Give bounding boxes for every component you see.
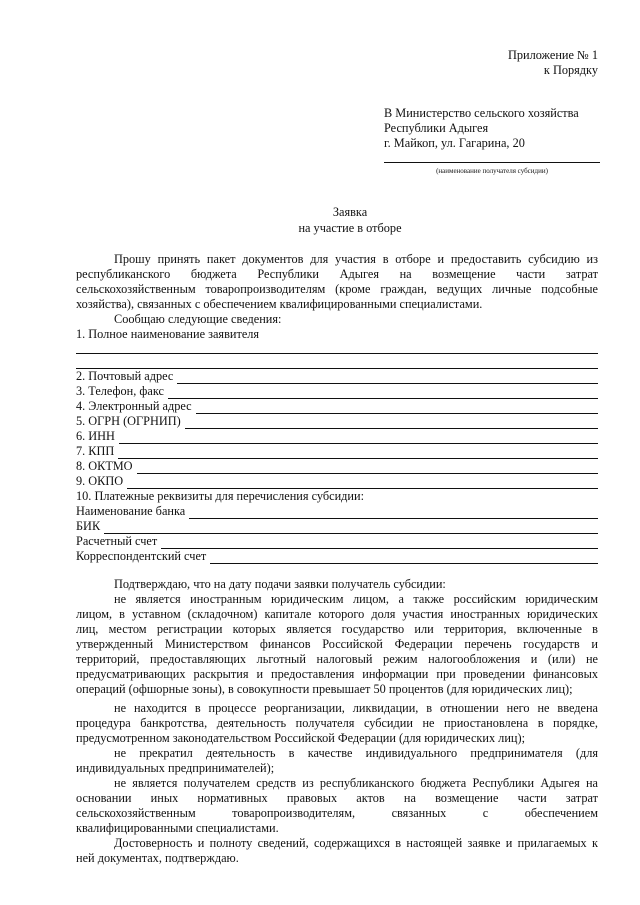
confirm-line: территорий, предоставляющих льготный налоговый режим налогообложения и (или) не: [76, 652, 598, 666]
correspondent-account-label: Корреспондентский счет: [76, 549, 210, 564]
confirm-line: основании иных нормативных правовых актов на возмещение части затрат: [76, 791, 598, 805]
confirm-intro: Подтверждаю, что на дату подачи заявки получатель субсидии:: [114, 577, 446, 591]
intro-line: республиканского бюджета Республики Адыгея на возмещение части затрат: [76, 267, 598, 281]
okpo-label: 9. ОКПО: [76, 474, 127, 489]
appendix-reference: к Порядку: [543, 63, 598, 77]
bank-details-heading: 10. Платежные реквизиты для перечисления субсидии:: [76, 489, 365, 503]
phone-fax-label: 3. Телефон, факс: [76, 384, 168, 399]
appendix-number: Приложение № 1: [507, 48, 598, 62]
addressee-line-1: В Министерство сельского хозяйства: [384, 106, 579, 120]
confirm-line: квалифицированными специалистами.: [76, 821, 279, 835]
bank-name-label: Наименование банка: [76, 504, 189, 519]
document-subtitle: на участие в отборе: [298, 221, 402, 235]
intro-line: сельскохозяйственным товаропроизводителям (кроме граждан, ведущих личные подсобные: [76, 282, 598, 296]
confirm-line: операций (офшорные зоны), в совокупности превышает 50 процентов (для юридических лиц);: [76, 682, 573, 696]
confirm-line: ней документах, подтверждаю.: [76, 851, 239, 865]
ogrn-label: 5. ОГРН (ОГРНИП): [76, 414, 185, 429]
bik-label: БИК: [76, 519, 104, 534]
email-label: 4. Электронный адрес: [76, 399, 196, 414]
postal-address-label: 2. Почтовый адрес: [76, 369, 177, 384]
confirm-line: сельскохозяйственным товаропроизводителям, связанных с обеспечением: [76, 806, 598, 820]
confirm-line: не является получателем средств из республиканского бюджета Республики Адыгея на: [114, 776, 598, 790]
addressee-line-3: г. Майкоп, ул. Гагарина, 20: [384, 136, 525, 150]
intro-line: Сообщаю следующие сведения:: [114, 312, 282, 326]
recipient-name-caption: (наименование получателя субсидии): [436, 167, 548, 175]
addressee-line-2: Республики Адыгея: [384, 121, 489, 135]
oktmo-label: 8. ОКТМО: [76, 459, 137, 474]
kpp-label: 7. КПП: [76, 444, 118, 459]
recipient-name-line: [384, 162, 600, 163]
confirm-line: процедура банкротства, деятельность получателя субсидии не приостановлена в порядке,: [76, 716, 598, 730]
intro-line: хозяйства), связанных с обеспечением квалифицированными специалистами.: [76, 297, 483, 311]
confirm-line: индивидуальных предпринимателей);: [76, 761, 275, 775]
full-name-input-line-1[interactable]: [76, 353, 598, 354]
confirm-line: не является иностранным юридическим лицом, а также российским юридическим: [114, 592, 598, 606]
confirm-line: Достоверность и полноту сведений, содержащихся в настоящей заявке и прилагаемых к: [114, 836, 598, 850]
confirm-line: лицом, в уставном (складочном) капитале которого доля участия иностранных юридических: [76, 607, 598, 621]
confirm-line: лиц, местом регистрации которых является государство или территория, включенные в: [76, 622, 598, 636]
document-title: Заявка: [332, 205, 368, 219]
settlement-account-label: Расчетный счет: [76, 534, 161, 549]
confirm-line: предусмотренном законодательством Российской Федерации (для юридических лиц);: [76, 731, 525, 745]
confirm-line: утвержденный Министерством финансов Российской Федерации перечень государств и: [76, 637, 598, 651]
confirm-line: не находится в процессе реорганизации, ликвидации, в отношении него не введена: [114, 701, 598, 715]
confirm-line: не прекратил деятельность в качестве индивидуального предпринимателя (для: [114, 746, 598, 760]
intro-line: Прошу принять пакет документов для участия в отборе и предоставить субсидию из: [114, 252, 598, 266]
confirm-line: предусматривающих раскрытия и предоставления информации при проведении финансовых: [76, 667, 598, 681]
full-name-label: 1. Полное наименование заявителя: [76, 327, 260, 341]
inn-label: 6. ИНН: [76, 429, 119, 444]
